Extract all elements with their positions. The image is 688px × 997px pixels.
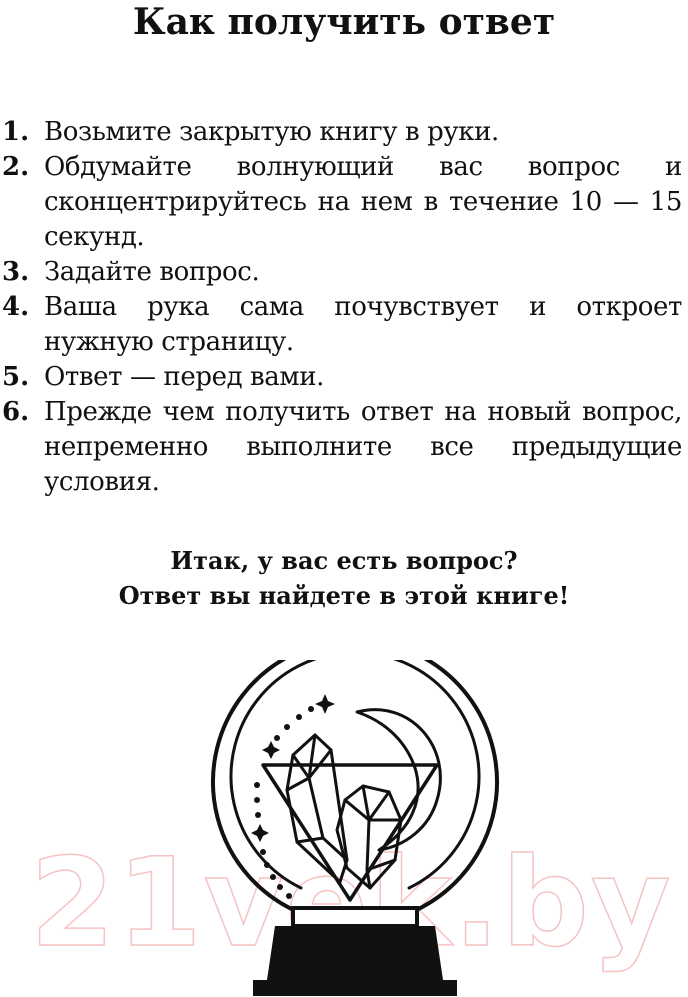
watermark-logo: 21vek.by xyxy=(30,832,673,974)
list-item xyxy=(0,115,682,150)
step-text: Возьмите закрытую книгу в руки. xyxy=(44,117,499,147)
step-number: 4. xyxy=(2,292,30,322)
step-text: Ваша рука сама почувствует и откроет нужную страницу. xyxy=(44,292,682,357)
instructions-list xyxy=(0,115,682,500)
list-item xyxy=(0,395,682,500)
list-item xyxy=(0,290,682,360)
large-crystal-icon xyxy=(287,735,347,882)
step-text: Обдумайте волнующий вас вопрос и сконцентрируйтесь на нем в течение 10 — 15 секунд. xyxy=(44,152,682,252)
step-number: 2. xyxy=(2,152,30,182)
ball-stand xyxy=(253,908,457,996)
closing-line-answer: Ответ вы найдете в этой книге! xyxy=(118,581,570,610)
closing-line-question: Итак, у вас есть вопрос? xyxy=(170,546,518,575)
list-item xyxy=(0,360,682,395)
step-number: 5. xyxy=(2,362,30,392)
step-number: 3. xyxy=(2,257,30,287)
sparkle-dots xyxy=(251,694,335,899)
list-item xyxy=(0,255,682,290)
step-text: Задайте вопрос. xyxy=(44,257,260,287)
closing-text xyxy=(0,543,688,613)
page-title: Как получить ответ xyxy=(132,1,556,43)
list-item xyxy=(0,150,682,255)
step-number: 1. xyxy=(2,117,30,147)
step-number: 6. xyxy=(2,397,30,427)
step-text: Ответ — перед вами. xyxy=(44,362,325,392)
step-text: Прежде чем получить ответ на новый вопрос, непременно выполните все предыдущие условия. xyxy=(44,397,682,497)
crystal-ball-icon xyxy=(205,660,505,997)
